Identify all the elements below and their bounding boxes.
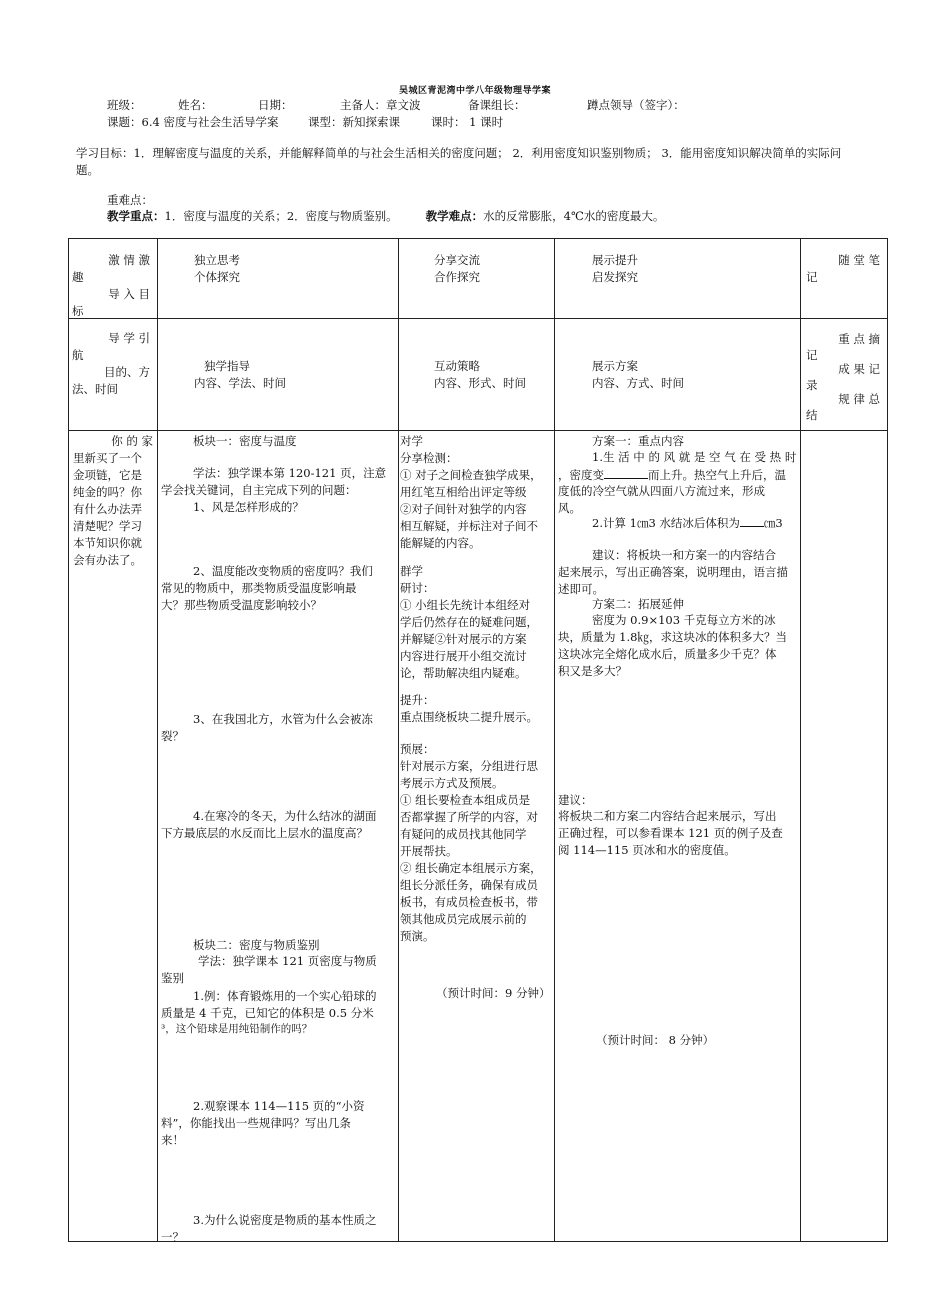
suggestion2-line3: 阅 114—115 页冰和水的密度值。: [558, 843, 736, 857]
suggestion1-line1: 建议：将板块一和方案一的内容结合: [592, 548, 776, 562]
row1-col1: 激 情 激 趣 导 入 目 标: [72, 253, 150, 318]
plan2-line1: 密度为 0.9×103 千克每立方米的冰: [592, 613, 776, 627]
example-1-line3: ³，这个铅球是用纯铅制作的吗？: [161, 1023, 313, 1035]
row3-col1-intro: 你 的 家 里新买了一个 金项链，它是 纯金的吗？你 有什么办法弄 清楚呢？学习 本节知识你就 会有办法了。: [73, 434, 153, 567]
density-blank[interactable]: [604, 466, 648, 479]
example-3-line2: 一？: [161, 1230, 184, 1244]
preparer-field: 主备人：章文波: [340, 98, 421, 112]
estimated-time-interaction: （预计时间：9 分钟）: [436, 986, 551, 1000]
row2-col3: 互动策略 内容、形式、时间: [434, 359, 526, 390]
lesson-type-field: 课型：新知探索课: [308, 115, 400, 129]
question-2-line2: 常见的物质中，那类物质受温度影响最: [161, 581, 357, 595]
learning-goals-line2: 题。: [76, 163, 99, 177]
row2-col4: 展示方案 内容、方式、时间: [592, 359, 684, 390]
question-1: 1、风是怎样形成的？: [193, 500, 304, 514]
improvement-section: 提升： 重点围绕板块二提升展示。: [400, 693, 538, 724]
peer-check-section: 对学 分享检测： ① 对子之间检查独学成果， 用红笔互相给出评定等级 ②对子间针对独学的内容 相互解疑，并标注对子间不 能解疑的内容。: [400, 434, 542, 550]
question-4-line1: 4.在寒冷的冬天，为什么结冰的湖面: [193, 809, 377, 823]
block2-method-line1: 学法：独学课本 121 页密度与物质: [198, 954, 377, 968]
question-2-line1: 2、温度能改变物质的密度吗？我们: [193, 564, 373, 578]
block1-method-line2: 学会找关键词，自主完成下列的问题：: [161, 483, 357, 497]
plan1-item1-line4: 风。: [558, 501, 581, 515]
example-2-line3: 来！: [161, 1133, 184, 1147]
plan1-item1-line2: ，密度变 而上升。热空气上升后，温: [558, 468, 786, 482]
key-points-line: [107, 208, 664, 224]
example-2-line1: 2.观察课本 114—115 页的“小资: [193, 1099, 365, 1113]
difficulty-text: 水的反常膨胀，4℃水的密度最大。: [483, 209, 665, 223]
suggestion2-label: 建议：: [558, 793, 593, 807]
group-study-section: 群学 研讨： ① 小组长先统计本组经对 学后仍然存在的疑难问题， 并解疑②针对展示的方案 内容进行展开小组交流讨 论，帮助解决组内疑难。: [400, 564, 538, 680]
block2-title: 板块二：密度与物质鉴别: [193, 938, 320, 952]
block1-method-line1: 学法：独学课本第 120-121 页，注意: [193, 466, 387, 480]
plan2-title: 方案二：拓展延伸: [592, 597, 684, 611]
name-field: 姓名：: [178, 98, 213, 112]
group-leader-field: 备课组长：: [468, 98, 526, 112]
example-3-line1: 3.为什么说密度是物质的基本性质之: [193, 1213, 377, 1227]
row2-col1: 导 学 引 航 目的、方 法、时间: [72, 331, 150, 396]
example-1-line2: 质量是 4 千克，已知它的体积是 0.5 分米: [161, 1006, 374, 1020]
volume-blank[interactable]: [740, 514, 764, 527]
suggestion2-line2: 正确过程，可以参看课本 121 页的例子及查: [558, 826, 783, 840]
learning-goals-line1: 学习目标：1．理解密度与温度的关系，并能解释简单的与社会生活相关的密度问题； 2．利用密度知识鉴别物质； 3．能用密度知识解决简单的实际问: [76, 146, 842, 160]
key-points-label: 重难点：: [107, 193, 153, 207]
question-3-line1: 3、在我国北方，水管为什么会被冻: [193, 712, 373, 726]
plan1-item2: 2.计算 1㎝3 水结冰后体积为 ㎝3: [592, 516, 783, 530]
plan2-line3: 这块冰完全熔化成水后，质量多少千克？体: [558, 647, 777, 661]
difficulty-label: 教学难点：: [425, 209, 484, 223]
row2-col5: 重 点 摘 记 成 果 记 录 规 律 总 结: [806, 332, 880, 422]
question-4-line2: 下方最底层的水反而比上层水的温度高？: [161, 826, 368, 840]
example-1-line1: 1.例：体育锻炼用的一个实心铅球的: [193, 989, 377, 1003]
suggestion1-line3: 述即可。: [558, 582, 604, 596]
block1-title: 板块一：密度与温度: [193, 434, 297, 448]
row1-col2: 独立思考 个体探究: [194, 253, 240, 284]
focus-label: 教学重点：: [107, 209, 165, 223]
suggestion1-line2: 起来展示，写出正确答案，说明理由，语言描: [558, 565, 788, 579]
focus-text: 1．密度与温度的关系；2．密度与物质鉴别。: [164, 209, 398, 223]
page-title: 吴城区青泥湾中学八年级物理导学案: [398, 86, 551, 96]
plan1-title: 方案一：重点内容: [592, 434, 684, 448]
row1-col3: 分享交流 合作探究: [434, 253, 480, 284]
class-field: 班级：: [107, 98, 142, 112]
row2-col2: 独学指导 内容、学法、时间: [194, 359, 286, 390]
leader-signature-field: 蹲点领导（签字）：: [587, 98, 685, 112]
lesson-hours-field: 课时： 1 课时: [431, 115, 504, 129]
date-field: 日期：: [258, 98, 293, 112]
plan2-line4: 积又是多大？: [558, 664, 627, 678]
row1-col4: 展示提升 启发探究: [592, 253, 638, 284]
preview-section: 预展： 针对展示方案，分组进行思 考展示方式及预展。 ① 组长要检查本组成员是 否都掌握了所学的内容，对 有疑问的成员找其他同学 开展帮扶。 ② 组长确定本组展示方案， 组长分派任务，确保有成员 板书，有成员检查板书，带 领其他成员完成展示前的 预演。: [400, 742, 542, 943]
estimated-time-presentation: （预计时间： 8 分钟）: [596, 1033, 715, 1047]
block2-method-line2: 鉴别: [161, 971, 184, 985]
example-2-line2: 料”，你能找出一些规律吗？写出几条: [161, 1116, 351, 1130]
question-3-line2: 裂？: [161, 729, 184, 743]
topic-field: 课题：6.4 密度与社会生活导学案: [107, 115, 279, 129]
plan1-item1-line3: 度低的冷空气就从四面八方流过来，形成: [558, 484, 765, 498]
question-2-line3: 大？那些物质受温度影响较小？: [161, 598, 322, 612]
plan1-item1-line1: 1.生 活 中 的 风 就 是 空 气 在 受 热 时: [592, 450, 797, 464]
plan2-line2: 块，质量为 1.8㎏，求这块冰的体积多大？当: [558, 630, 787, 644]
suggestion2-line1: 将板块二和方案二内容结合起来展示，写出: [558, 809, 777, 823]
row1-col5: 随 堂 笔 记: [806, 253, 880, 284]
